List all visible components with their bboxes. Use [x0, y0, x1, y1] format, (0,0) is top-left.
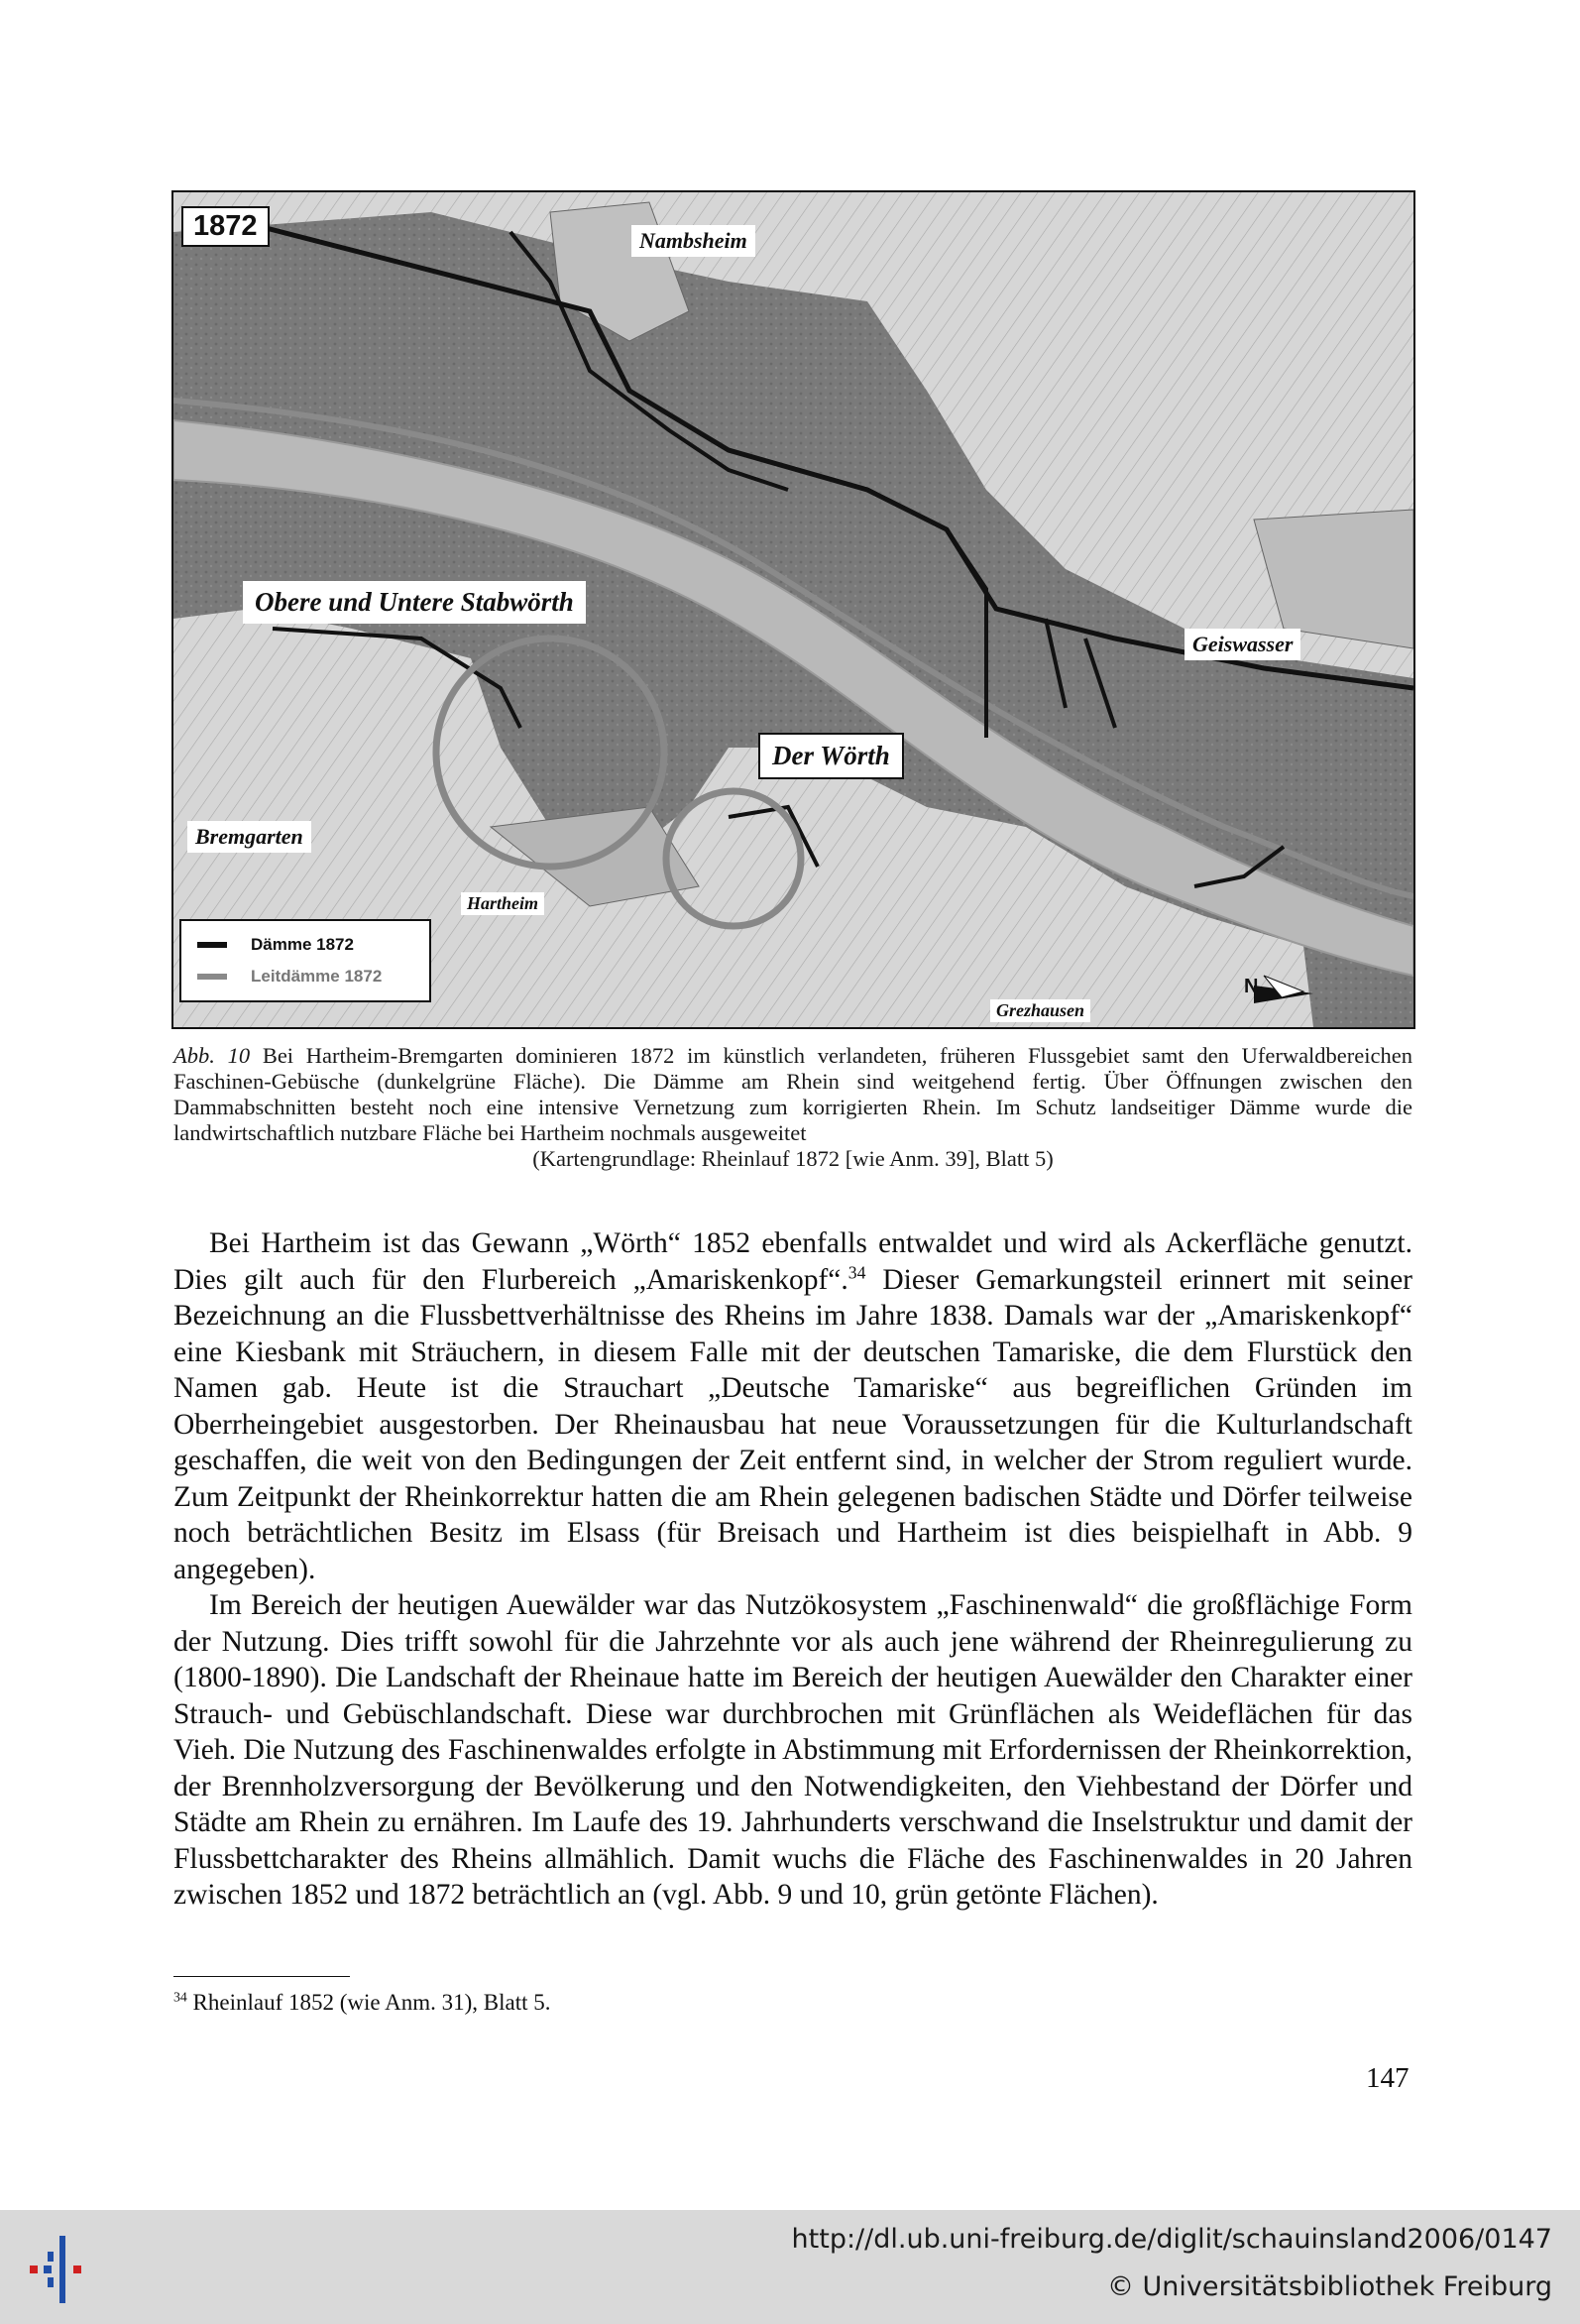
caption-source: (Kartengrundlage: Rheinlauf 1872 [wie Anm. 39], Blatt 5) — [532, 1146, 1054, 1171]
footer-url-link[interactable]: http://dl.ub.uni-freiburg.de/diglit/schauinsland2006/0147 — [791, 2224, 1552, 2255]
footnote-divider — [173, 1976, 350, 1977]
label-grezhausen: Grezhausen — [990, 999, 1090, 1022]
footer-copyright: © Universitätsbibliothek Freiburg — [1106, 2271, 1552, 2302]
ub-freiburg-logo-icon[interactable] — [26, 2230, 105, 2309]
map-legend — [179, 919, 431, 1002]
figure-caption — [173, 1043, 1412, 1172]
label-stabwoerth: Obere und Untere Stabwörth — [243, 581, 586, 624]
label-bremgarten: Bremgarten — [187, 821, 311, 853]
body-text — [173, 1225, 1412, 1914]
legend-dam-swatch — [197, 942, 227, 948]
north-label: N — [1244, 976, 1259, 997]
page-number: 147 — [1366, 2062, 1410, 2094]
historical-map-figure — [171, 190, 1415, 1029]
footnote-number: 34 — [173, 1989, 187, 2005]
legend-dam-label: Dämme 1872 — [251, 935, 354, 954]
footnote-ref-34[interactable]: 34 — [847, 1261, 866, 1282]
label-nambsheim: Nambsheim — [631, 225, 755, 257]
map-year-label: 1872 — [181, 206, 270, 247]
caption-figure-number: Abb. 10 — [173, 1043, 251, 1068]
paragraph-1 — [173, 1225, 1412, 1587]
label-hartheim: Hartheim — [461, 892, 544, 915]
paragraph-1-rest: Dieser Gemarkungsteil erinnert mit seiner Bezeichnung an die Flussbettverhältnisse des Rheins im Jahre 1838. Damals war der „Amariskenkopf“ eine Kiesbank mit Sträuchern, in diesem Falle mit der deutschen Tamariske, die dem Flurstück den Namen gab. Heute ist die Strauchart „Deutsche Tamariske“ aus begreiflichen Gründen im Oberrheingebiet ausgestorben. Der Rheinausbau hat neue Voraussetzungen für die Kulturlandschaft geschaffen, die weit von den Bedingungen der Zeit entfernt sind, in welcher der Strom reguliert wurde. Zum Zeitpunkt der Rheinkorrektur hatten die am Rhein gelegenen badischen Städte und Dörfer teilweise noch beträchtlichen Besitz im Elsass (für Breisach und Hartheim ist dies beispielhaft in Abb. 9 angegeben). — [173, 1263, 1412, 1585]
legend-guide-dam-swatch — [197, 974, 227, 980]
label-geiswasser: Geiswasser — [1185, 629, 1300, 660]
footnote-text: Rheinlauf 1852 (wie Anm. 31), Blatt 5. — [186, 1990, 551, 2015]
footnote — [173, 1990, 550, 2016]
caption-text: Bei Hartheim-Bremgarten dominieren 1872 im künstlich verlandeten, früheren Flussgebiet samt den Uferwaldbereichen Faschinen-Gebüsche (dunkelgrüne Fläche). Die Dämme am Rhein sind weitgehend fertig. Über Öffnungen zwischen den Dammabschnitten besteht noch eine intensive Vernetzung zum korrigierten Rhein. Im Schutz landseitiger Dämme wurde die landwirtschaftlich nutzbare Fläche bei Hartheim nochmals ausgeweitet — [173, 1043, 1412, 1145]
footer-bar — [0, 2210, 1580, 2324]
paragraph-2: Im Bereich der heutigen Auewälder war das Nutzökosystem „Faschinenwald“ die großflächige Form der Nutzung. Dies trifft sowohl für die Jahrzehnte vor als auch jene während der Rheinregulierung zu (1800-1890). Die Landschaft der Rheinaue hatte im Bereich der heutigen Auewälder den Charakter einer Strauch- und Gebüschlandschaft. Diese war durchbrochen mit Grünflächen als Weideflächen für das Vieh. Die Nutzung des Faschinenwaldes erfolgte in Abstimmung mit Erfordernissen der Rheinkorrektion, der Brennholzversorgung der Bevölkerung und den Notwendigkeiten, den Viehbestand der Dörfer und Städte am Rhein zu ernähren. Im Laufe des 19. Jahrhunderts verschwand die Inselstruktur und damit der Flussbettcharakter des Rheins allmählich. Damit wuchs die Fläche des Faschinenwaldes in 20 Jahren zwischen 1852 und 1872 beträchtlich an (vgl. Abb. 9 und 10, grün getönte Flächen). — [173, 1589, 1412, 1911]
label-der-woerth: Der Wörth — [758, 733, 904, 779]
legend-guide-dam-label: Leitdämme 1872 — [251, 967, 383, 986]
paragraph-1-start: Bei Hartheim ist das Gewann „Wörth“ 1852 ebenfalls entwaldet und wird als Ackerfläche genutzt. Dies gilt auch für den Flurbereich „Amariskenkopf“. — [173, 1227, 1412, 1296]
